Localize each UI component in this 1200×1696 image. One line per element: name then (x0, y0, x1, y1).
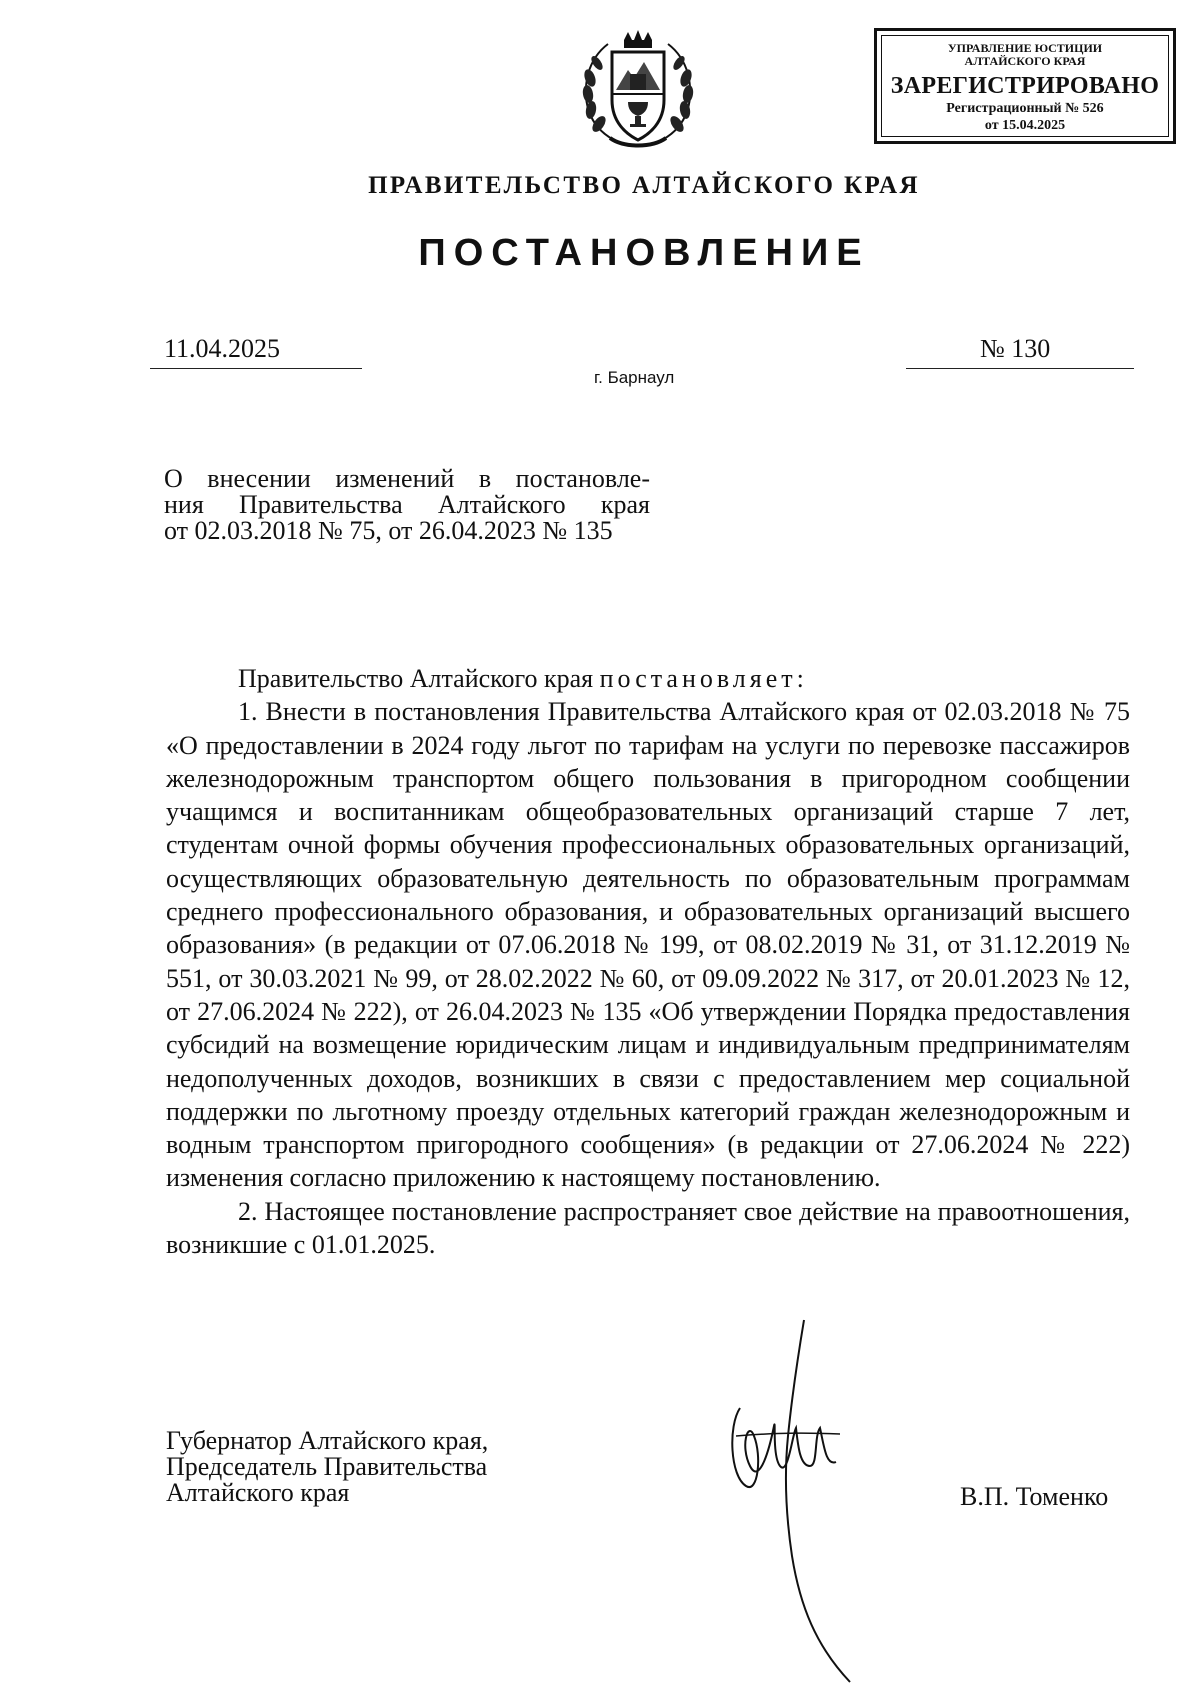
signatory-title (166, 1428, 488, 1506)
signatory-title-line: Губернатор Алтайского края, (166, 1426, 489, 1455)
date-field (150, 334, 362, 369)
document-body (166, 662, 1130, 1261)
body-paragraph-2: 2. Настоящее постановление распространяет свое действие на правоотношения, возникшие с 01.01.2025. (166, 1196, 1130, 1260)
city-label: г. Барнаул (594, 368, 675, 387)
document-type-title: ПОСТАНОВЛЕНИЕ (418, 232, 870, 274)
stamp-reg-number: Регистрационный № 526 (946, 101, 1104, 116)
body-paragraph-1: 1. Внести в постановления Правительства Алтайского края от 02.03.2018 № 75 «О предоставлении в 2024 году льгот по тарифам на услуги по перевозке пассажиров железнодорожным транспортом общего пользования в пригородном сообщении учащимся и воспитанникам общеобразовательных организаций старше 7 лет, студентам очной формы обучения профессиональных образовательных организаций, осуществляющих образовательную деятельность по образовательным программам среднего профессионального образования, и образовательных организаций высшего образования» (в редакции от 07.06.2018 № 199, от 08.02.2019 № 31, от 31.12.2019 № 551, от 30.03.2021 № 99, от 28.02.2022 № 60, от 09.09.2022 № 317, от 20.01.2023 № 12, от 27.06.2024 № 222), от 26.04.2023 № 135 «Об утверждении Порядка предоставления субсидий на возмещение юридическим лицам и индивидуальным предпринимателям недополученных доходов, возникших в связи с предоставлением мер социальной поддержки по льготному проезду отдельных категорий граждан железнодорожным и водным транспортом пригородного сообщения» (в редакции от 27.06.2024 № 222) изменения согласно приложению к настоящему постановлению. (166, 697, 1130, 1193)
intro-prefix: Правительство Алтайского края (238, 664, 600, 693)
subject-line: О внесении изменений в постановле- (164, 464, 650, 493)
signatory-title-line: Председатель Правительства (166, 1452, 488, 1481)
stamp-line-2: АЛТАЙСКОГО КРАЯ (964, 54, 1086, 68)
handwritten-signature (700, 1316, 890, 1686)
coat-of-arms-emblem (574, 30, 702, 150)
registration-stamp (874, 28, 1176, 144)
body-intro (166, 662, 1130, 695)
signatory-title-line: Алтайского края (166, 1478, 350, 1507)
document-date: 11.04.2025 (164, 334, 281, 363)
government-title: ПРАВИТЕЛЬСТВО АЛТАЙСКОГО КРАЯ (368, 172, 920, 199)
stamp-reg-date: от 15.04.2025 (984, 118, 1066, 133)
subject-line: ния Правительства Алтайского края (164, 490, 650, 519)
stamp-status: ЗАРЕГИСТРИРОВАНО (890, 73, 1160, 99)
document-number: № 130 (980, 334, 1051, 363)
intro-verb: постановляет: (599, 664, 808, 693)
stamp-inner-frame (881, 35, 1169, 137)
document-subject (164, 466, 650, 544)
signatory-name: В.П. Томенко (960, 1482, 1109, 1511)
subject-line: от 02.03.2018 № 75, от 26.04.2023 № 135 (164, 516, 613, 545)
stamp-line-1: УПРАВЛЕНИЕ ЮСТИЦИИ (947, 41, 1103, 55)
number-field (906, 334, 1134, 369)
